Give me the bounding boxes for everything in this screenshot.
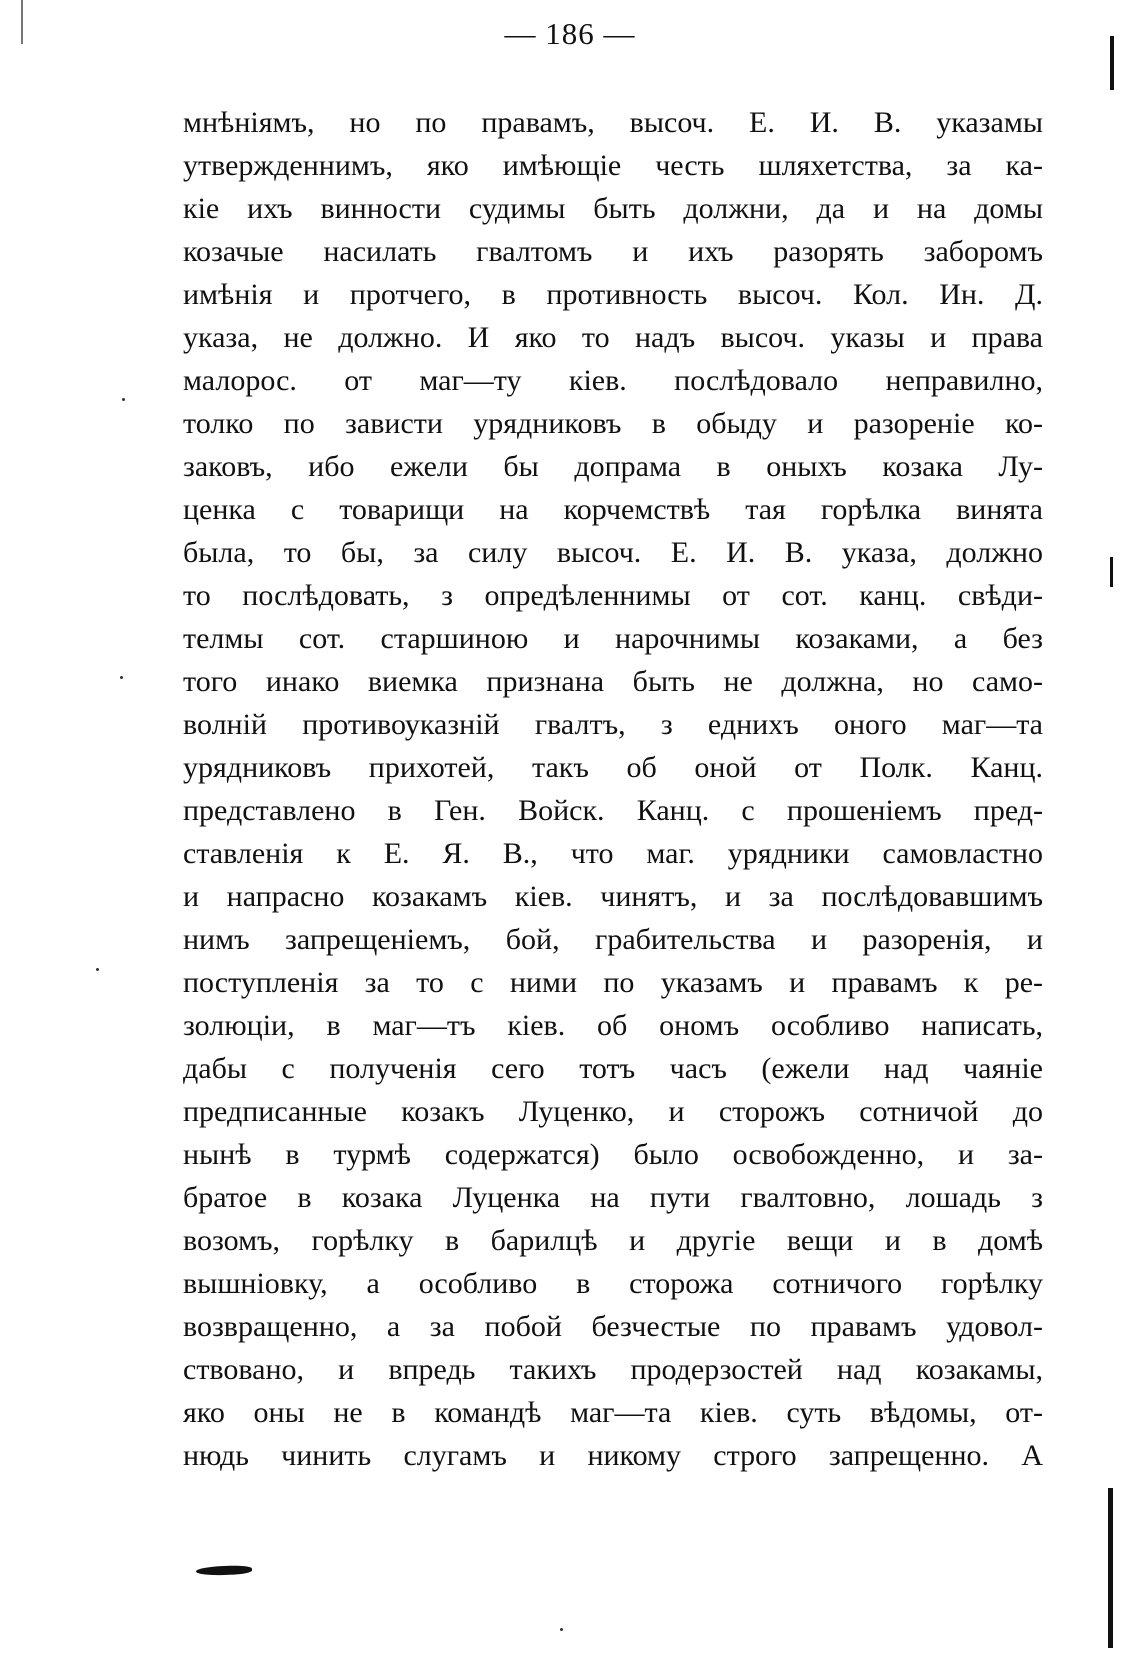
scan-speck xyxy=(120,676,123,679)
text-line: толко по зависти урядниковъ в обыду и разореніе ко- xyxy=(183,407,1043,440)
text-line: предписанные козакъ Луценко, и сторожъ сотничой до xyxy=(183,1095,1043,1128)
text-line: вышніовку, а особливо в сторожа сотничого горѣлку xyxy=(183,1267,1043,1300)
text-line: ценка с товарищи на корчемствѣ тая горѣлка винята xyxy=(183,493,1043,526)
text-line: ставленія к Е. Я. В., что маг. урядники самовластно xyxy=(183,837,1043,870)
text-line: и напрасно козакамъ кіев. чинятъ, и за послѣдовавшимъ xyxy=(183,880,1043,913)
text-line: нынѣ в турмѣ содержатся) было освобожденно, и за- xyxy=(183,1138,1043,1171)
text-line: мнѣніямъ, но по правамъ, высоч. Е. И. В. указамы xyxy=(183,106,1043,139)
text-line: волній противоуказній гвалтъ, з едниxъ оного маг—та xyxy=(183,708,1043,741)
text-line: возомъ, горѣлку в барилцѣ и другіе вещи и в домѣ xyxy=(183,1224,1043,1257)
text-line: возвращенно, а за побой безчестые по правамъ удовол- xyxy=(183,1310,1043,1343)
scan-speck xyxy=(122,398,125,401)
text-line: того инако виемка признана быть не должна, но само- xyxy=(183,665,1043,698)
scan-speck xyxy=(96,968,99,971)
text-line: кіе ихъ винности судимы быть должни, да и на домы xyxy=(183,192,1043,225)
text-line: нимъ запрещеніемъ, бой, грабительства и разоренія, и xyxy=(183,923,1043,956)
scan-speck xyxy=(560,1628,563,1631)
text-line: утвержденнимъ, яко имѣющіе честь шляхетства, за ка- xyxy=(183,149,1043,182)
text-line: телмы сот. старшиною и нарочнимы козаками, а без xyxy=(183,622,1043,655)
page-number: — 186 — xyxy=(504,16,636,51)
text-line: яко оны не в командѣ маг—та кіев. суть вѣдомы, от- xyxy=(183,1396,1043,1429)
scan-edge-right-bottom xyxy=(1108,1488,1113,1648)
text-line: поступленія за то с ними по указамъ и правамъ к ре- xyxy=(183,966,1043,999)
text-line: заковъ, ибо ежели бы допрама в оныхъ козака Лу- xyxy=(183,450,1043,483)
text-line: представлено в Ген. Войск. Канц. с прошеніемъ пред- xyxy=(183,794,1043,827)
text-line: имѣнія и протчего, в противность высоч. Кол. Ин. Д. xyxy=(183,278,1043,311)
text-line: указа, не должно. И яко то надъ высоч. указы и права xyxy=(183,321,1043,354)
text-line: братое в козака Луценка на пути гвалтовно, лошадь з xyxy=(183,1181,1043,1214)
text-line: была, то бы, за силу высоч. Е. И. В. указа, должно xyxy=(183,536,1043,569)
ink-dash-mark xyxy=(196,1565,252,1576)
text-line: дабы с полученія сего тотъ часъ (ежели над чаяніе xyxy=(183,1052,1043,1085)
text-line: золюціи, в маг—тъ кіев. об ономъ особливо написать, xyxy=(183,1009,1043,1042)
body-text xyxy=(183,101,1043,1477)
text-line: малорос. от маг—ту кіев. послѣдовало неправилно, xyxy=(183,364,1043,397)
text-line: козачые насилать гвалтомъ и ихъ разорять заборомъ xyxy=(183,235,1043,268)
text-line: нюдь чинить слугамъ и никому строго запрещенно. А xyxy=(183,1439,1043,1472)
scan-edge-right-mid xyxy=(1110,557,1113,587)
text-line: ствовано, и впредь такихъ продерзостей над козакамы, xyxy=(183,1353,1043,1386)
text-line: то послѣдовать, з опредѣленнимы от сот. канц. свѣди- xyxy=(183,579,1043,612)
text-line: урядниковъ прихотей, такъ об оной от Полк. Канц. xyxy=(183,751,1043,784)
